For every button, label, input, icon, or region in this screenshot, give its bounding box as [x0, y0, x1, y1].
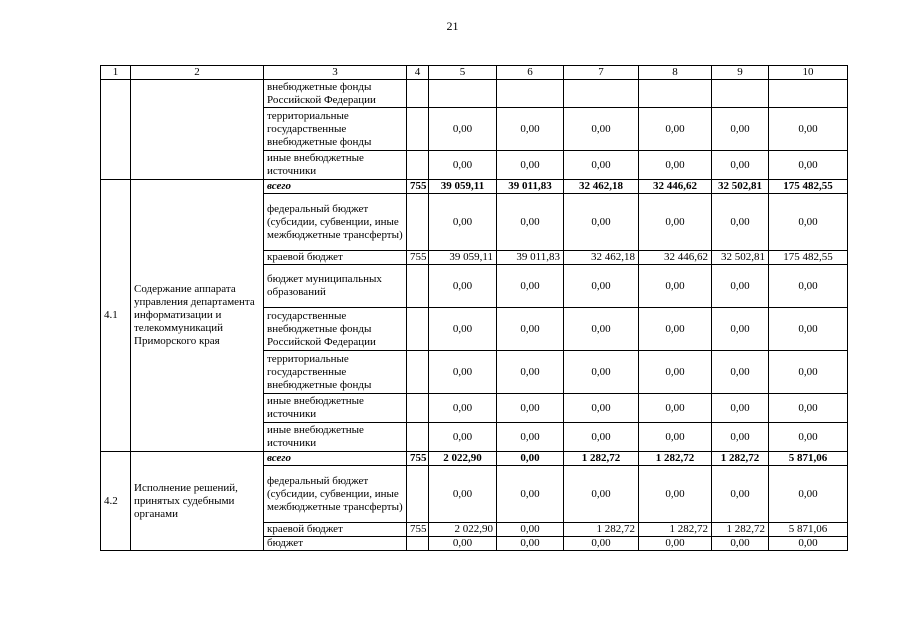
- value-cell: [564, 80, 639, 108]
- value-cell: 0,00: [712, 466, 769, 523]
- code-cell: [407, 265, 429, 308]
- funding-source-cell: территориальные государственные внебюджетные фонды: [264, 108, 407, 151]
- funding-source-cell: бюджет муниципальных образований: [264, 265, 407, 308]
- value-cell: 0,00: [769, 537, 848, 551]
- value-cell: 0,00: [497, 151, 564, 180]
- value-cell: 0,00: [639, 265, 712, 308]
- value-cell: 1 282,72: [564, 523, 639, 537]
- item-number-cell: [101, 80, 131, 180]
- funding-source-cell: федеральный бюджет (субсидии, субвенции, иные межбюджетные трансферты): [264, 466, 407, 523]
- value-cell: 0,00: [639, 151, 712, 180]
- value-cell: 0,00: [429, 466, 497, 523]
- code-cell: [407, 194, 429, 251]
- value-cell: 5 871,06: [769, 452, 848, 466]
- header-cell: 5: [429, 66, 497, 80]
- funding-source-cell: иные внебюджетные источники: [264, 394, 407, 423]
- header-cell: 1: [101, 66, 131, 80]
- value-cell: 0,00: [769, 466, 848, 523]
- value-cell: 1 282,72: [712, 523, 769, 537]
- value-cell: 0,00: [639, 423, 712, 452]
- value-cell: 0,00: [564, 308, 639, 351]
- value-cell: 0,00: [712, 151, 769, 180]
- value-cell: 0,00: [497, 423, 564, 452]
- header-row: [101, 66, 848, 80]
- funding-source-cell: территориальные государственные внебюджетные фонды: [264, 351, 407, 394]
- value-cell: 0,00: [497, 394, 564, 423]
- value-cell: 0,00: [497, 537, 564, 551]
- value-cell: 32 462,18: [564, 180, 639, 194]
- value-cell: 39 011,83: [497, 251, 564, 265]
- value-cell: 0,00: [497, 308, 564, 351]
- code-cell: [407, 537, 429, 551]
- value-cell: 175 482,55: [769, 251, 848, 265]
- value-cell: [712, 80, 769, 108]
- funding-source-cell: краевой бюджет: [264, 251, 407, 265]
- code-cell: 755: [407, 251, 429, 265]
- header-cell: 8: [639, 66, 712, 80]
- table-row: [101, 80, 848, 108]
- value-cell: 0,00: [769, 151, 848, 180]
- funding-source-cell: иные внебюджетные источники: [264, 151, 407, 180]
- value-cell: 0,00: [497, 108, 564, 151]
- value-cell: 0,00: [429, 151, 497, 180]
- value-cell: 175 482,55: [769, 180, 848, 194]
- value-cell: 0,00: [769, 351, 848, 394]
- value-cell: 1 282,72: [639, 523, 712, 537]
- value-cell: 0,00: [769, 394, 848, 423]
- value-cell: 0,00: [429, 423, 497, 452]
- value-cell: 0,00: [564, 151, 639, 180]
- funding-source-cell: иные внебюджетные источники: [264, 423, 407, 452]
- value-cell: 0,00: [712, 108, 769, 151]
- value-cell: 39 059,11: [429, 251, 497, 265]
- value-cell: 0,00: [497, 351, 564, 394]
- code-cell: [407, 151, 429, 180]
- code-cell: [407, 351, 429, 394]
- value-cell: 0,00: [639, 351, 712, 394]
- value-cell: 0,00: [429, 108, 497, 151]
- value-cell: 32 446,62: [639, 180, 712, 194]
- value-cell: 32 502,81: [712, 180, 769, 194]
- code-cell: 755: [407, 180, 429, 194]
- value-cell: 0,00: [564, 265, 639, 308]
- value-cell: 0,00: [769, 423, 848, 452]
- code-cell: [407, 423, 429, 452]
- value-cell: 0,00: [564, 537, 639, 551]
- code-cell: [407, 308, 429, 351]
- value-cell: 0,00: [769, 194, 848, 251]
- code-cell: [407, 80, 429, 108]
- value-cell: 0,00: [712, 423, 769, 452]
- value-cell: [429, 80, 497, 108]
- budget-table: [100, 65, 848, 551]
- item-number-cell: 4.1: [101, 180, 131, 452]
- header-cell: 7: [564, 66, 639, 80]
- code-cell: [407, 466, 429, 523]
- value-cell: 0,00: [564, 351, 639, 394]
- value-cell: 0,00: [639, 537, 712, 551]
- value-cell: 39 011,83: [497, 180, 564, 194]
- value-cell: 0,00: [639, 108, 712, 151]
- header-cell: 3: [264, 66, 407, 80]
- value-cell: 5 871,06: [769, 523, 848, 537]
- value-cell: 0,00: [429, 265, 497, 308]
- value-cell: 0,00: [712, 308, 769, 351]
- header-cell: 10: [769, 66, 848, 80]
- value-cell: 1 282,72: [564, 452, 639, 466]
- funding-source-cell: внебюджетные фонды Российской Федерации: [264, 80, 407, 108]
- value-cell: 0,00: [769, 308, 848, 351]
- value-cell: 0,00: [639, 194, 712, 251]
- value-cell: 2 022,90: [429, 452, 497, 466]
- funding-source-cell: федеральный бюджет (субсидии, субвенции, иные межбюджетные трансферты): [264, 194, 407, 251]
- value-cell: 0,00: [769, 265, 848, 308]
- value-cell: 0,00: [497, 194, 564, 251]
- value-cell: 0,00: [497, 452, 564, 466]
- value-cell: 0,00: [429, 351, 497, 394]
- value-cell: 0,00: [639, 308, 712, 351]
- value-cell: 0,00: [564, 466, 639, 523]
- funding-source-cell: бюджет: [264, 537, 407, 551]
- item-number-cell: 4.2: [101, 452, 131, 551]
- funding-source-cell: всего: [264, 452, 407, 466]
- item-name-cell: Содержание аппарата управления департамента информатизации и телекоммуникаций Приморского края: [131, 180, 264, 452]
- value-cell: 0,00: [639, 466, 712, 523]
- value-cell: 0,00: [712, 265, 769, 308]
- value-cell: 32 462,18: [564, 251, 639, 265]
- value-cell: 2 022,90: [429, 523, 497, 537]
- value-cell: 0,00: [429, 394, 497, 423]
- value-cell: 32 446,62: [639, 251, 712, 265]
- item-name-cell: [131, 80, 264, 180]
- table-row-total: [101, 180, 848, 194]
- value-cell: 0,00: [564, 108, 639, 151]
- code-cell: [407, 394, 429, 423]
- value-cell: 0,00: [564, 423, 639, 452]
- value-cell: 0,00: [639, 394, 712, 423]
- value-cell: [497, 80, 564, 108]
- funding-source-cell: государственные внебюджетные фонды Российской Федерации: [264, 308, 407, 351]
- value-cell: 0,00: [564, 394, 639, 423]
- value-cell: 0,00: [712, 351, 769, 394]
- item-name-cell: Исполнение решений, принятых судебными органами: [131, 452, 264, 551]
- code-cell: 755: [407, 523, 429, 537]
- value-cell: 0,00: [712, 394, 769, 423]
- value-cell: 0,00: [429, 194, 497, 251]
- code-cell: 755: [407, 452, 429, 466]
- table-row-total: [101, 452, 848, 466]
- value-cell: 1 282,72: [639, 452, 712, 466]
- value-cell: 0,00: [712, 194, 769, 251]
- value-cell: 0,00: [497, 466, 564, 523]
- header-cell: 4: [407, 66, 429, 80]
- value-cell: 32 502,81: [712, 251, 769, 265]
- value-cell: 0,00: [429, 308, 497, 351]
- funding-source-cell: краевой бюджет: [264, 523, 407, 537]
- header-cell: 6: [497, 66, 564, 80]
- value-cell: 0,00: [712, 537, 769, 551]
- value-cell: 0,00: [497, 523, 564, 537]
- value-cell: 0,00: [497, 265, 564, 308]
- header-cell: 9: [712, 66, 769, 80]
- value-cell: [639, 80, 712, 108]
- value-cell: 39 059,11: [429, 180, 497, 194]
- code-cell: [407, 108, 429, 151]
- page-number: 21: [446, 19, 459, 33]
- funding-source-cell: всего: [264, 180, 407, 194]
- value-cell: 0,00: [429, 537, 497, 551]
- value-cell: 0,00: [564, 194, 639, 251]
- header-cell: 2: [131, 66, 264, 80]
- value-cell: 1 282,72: [712, 452, 769, 466]
- value-cell: [769, 80, 848, 108]
- value-cell: 0,00: [769, 108, 848, 151]
